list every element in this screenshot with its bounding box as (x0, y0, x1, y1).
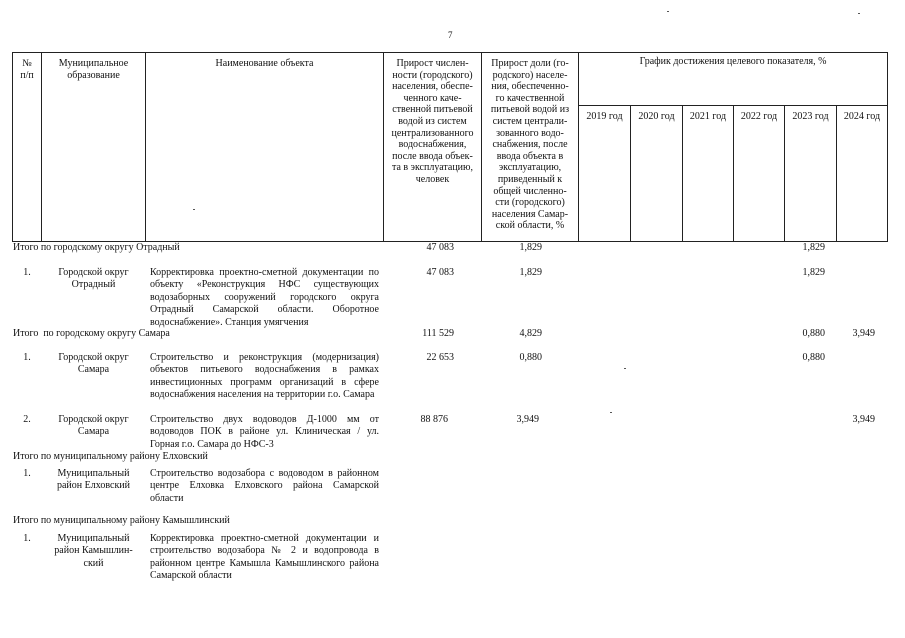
scan-speck (624, 368, 626, 369)
vline-2 (145, 52, 146, 242)
vline-9 (784, 105, 785, 242)
scan-speck (667, 11, 669, 12)
header-year-2020: 2020 год (638, 111, 675, 122)
section-total-2024: 3,949 (852, 328, 875, 339)
row-object-name: Строительство двух водоводов Д-1000 мм от водоводов ПОК в районе ул. Клиническая / ул. Горная г.о. Самара до НФС-3 (150, 414, 379, 450)
header-year-2024: 2024 год (843, 111, 881, 122)
row-object-name: Строительство водозабора с водоводом в районном центре Елховка Елховского района Самарской области (150, 468, 379, 504)
section-total-label: Итого по муниципальному району Елховский (13, 451, 208, 462)
header-year-2023: 2023 год (792, 111, 829, 122)
section-total-share: 4,829 (519, 328, 542, 339)
row-number: 1. (23, 468, 31, 479)
section-total-population: 47 083 (426, 242, 454, 253)
scan-speck (610, 412, 612, 413)
section-total-label: Итого по городскому округу Самара (13, 328, 170, 339)
row-object-name: Корректировка проектно-сметной документации по объекту «Реконструкция НФС существующих водозаборных сооружений городского округа Отрадный Самарской области. Оборотное водоснабжение». Станция умягчения (150, 267, 379, 328)
vline-5 (578, 52, 579, 242)
vline-11 (887, 52, 888, 242)
section-total-label: Итого по муниципальному району Камышлинский (13, 515, 230, 526)
header-share-growth: Прирост доли (го- родского) населе- ния, обеспеченно- го качественной питьевой водой из систем централи- зованного водо- снабжения, после ввода объекта в эксплуатацию, приведенный к общей численно- сти (городского) населения Самар- ской области, % (490, 58, 570, 232)
row-population: 88 876 (420, 414, 448, 425)
scan-speck (193, 209, 195, 210)
row-number: 1. (23, 352, 31, 363)
header-municipality: Муниципальное образование (58, 58, 129, 81)
row-share: 0,880 (519, 352, 542, 363)
row-number: 1. (23, 533, 31, 544)
header-schedule: График достижения целевого показателя, % (639, 56, 827, 67)
header-year-2019: 2019 год (586, 111, 623, 122)
row-share: 3,949 (516, 414, 539, 425)
page-number: 7 (448, 30, 453, 40)
header-top-border (12, 52, 888, 53)
header-year-2021: 2021 год (689, 111, 727, 122)
scan-speck (858, 13, 860, 14)
section-total-2023: 0,880 (802, 328, 825, 339)
section-total-label: Итого по городскому округу Отрадный (13, 242, 180, 253)
header-object-name: Наименование объекта (215, 58, 314, 69)
row-value-2024: 3,949 (852, 414, 875, 425)
header-population-growth: Прирост числен- ности (городского) населения, обеспе- ченного каче- ственной питьевой водой из систем централизованного водоснабжения, после ввода объек- та в эксплуатацию, человек (391, 58, 474, 185)
row-municipality: Муниципальный район Елховский (56, 468, 131, 492)
row-population: 47 083 (426, 267, 454, 278)
row-value-2023: 0,880 (802, 352, 825, 363)
header-num: № п/п (20, 58, 34, 81)
row-number: 2. (23, 414, 31, 425)
section-total-2023: 1,829 (802, 242, 825, 253)
row-population: 22 653 (426, 352, 454, 363)
row-municipality: Городской округ Отрадный (58, 267, 129, 291)
row-object-name: Корректировка проектно-сметной документации и строительство водозабора № 2 и водопровода в районном центре Камышла Камышлинского района Самарской области (150, 533, 379, 582)
row-object-name: Строительство и реконструкция (модернизация) объектов питьевого водоснабжения в рамках инвестиционных программ организаций в сфере водоснабжения населения на территории г.о. Самара (150, 352, 379, 401)
row-value-2023: 1,829 (802, 267, 825, 278)
vline-8 (733, 105, 734, 242)
row-municipality: Городской округ Самара (58, 352, 129, 376)
vline-6 (630, 105, 631, 242)
vline-10 (836, 105, 837, 242)
section-total-share: 1,829 (519, 242, 542, 253)
header-year-2022: 2022 год (740, 111, 778, 122)
vline-7 (682, 105, 683, 242)
row-municipality: Муниципальный район Камышлин- ский (54, 533, 133, 569)
row-municipality: Городской округ Самара (58, 414, 129, 438)
row-number: 1. (23, 267, 31, 278)
section-total-population: 111 529 (422, 328, 454, 339)
row-share: 1,829 (519, 267, 542, 278)
